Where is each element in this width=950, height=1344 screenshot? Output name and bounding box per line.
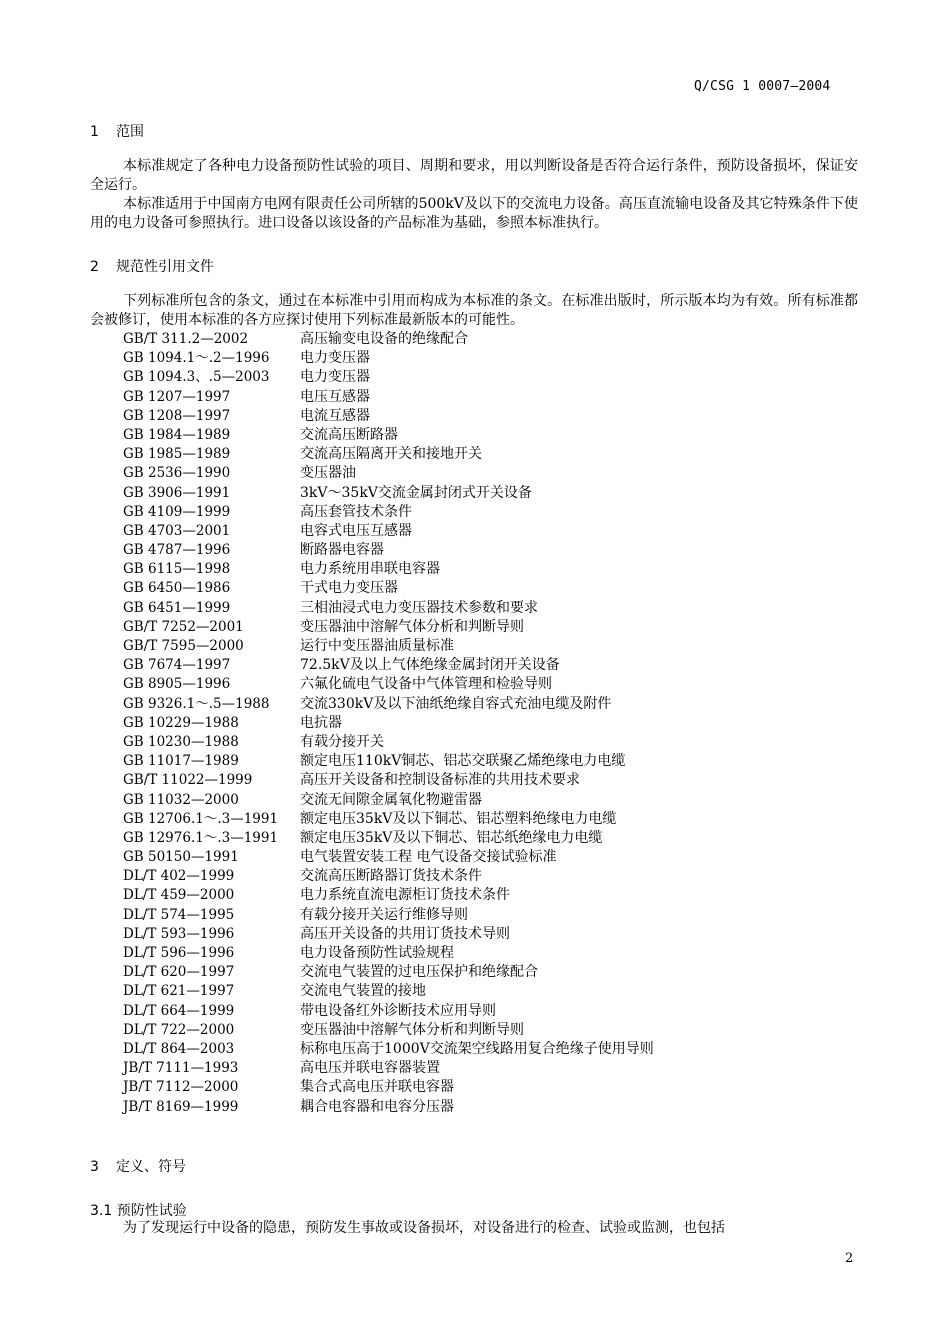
reference-code: GB 4787—1996 — [123, 542, 231, 559]
reference-title: 电抗器 — [300, 714, 342, 731]
reference-code: GB 6115—1998 — [123, 561, 231, 578]
reference-title: 电压互感器 — [300, 388, 370, 405]
reference-title: 高压输变电设备的绝缘配合 — [300, 331, 468, 347]
reference-code: GB 1984—1989 — [123, 426, 231, 443]
reference-title: 带电设备红外诊断技术应用导则 — [300, 1002, 496, 1019]
reference-title: 六氟化硫电气设备中气体管理和检验导则 — [300, 676, 552, 693]
reference-code: GB/T 11022—1999 — [123, 772, 253, 789]
reference-title: 72.5kV及以上气体绝缘金属封闭开关设备 — [300, 657, 560, 674]
reference-title: 电力变压器 — [300, 350, 370, 367]
subsection-title: 预防性试验 — [116, 1203, 187, 1219]
reference-title: 交流330kV及以下油纸绝缘自容式充油电缆及附件 — [300, 695, 612, 712]
reference-code: GB 11032—2000 — [123, 791, 239, 808]
reference-code: GB 1207—1997 — [123, 388, 231, 405]
reference-code: DL/T 459—2000 — [123, 887, 235, 904]
reference-code: GB 11017—1989 — [123, 753, 239, 770]
reference-code: GB 4703—2001 — [123, 522, 231, 539]
page-number: 2 — [845, 1251, 854, 1266]
section-number: 2 — [90, 259, 99, 275]
reference-title: 交流无间隙金属氧化物避雷器 — [300, 791, 482, 808]
section-1-paragraph-1: 本标准规定了各种电力设备预防性试验的项目、周期和要求，用以判断设备是否符合运行条件，预防设备损坏，保证安全运行。 — [90, 158, 858, 193]
section-number: 1 — [90, 124, 99, 140]
reference-title: 电气装置安装工程 电气设备交接试验标准 — [300, 849, 557, 866]
reference-code: JB/T 7111—1993 — [123, 1060, 239, 1077]
reference-title: 高压开关设备和控制设备标准的共用技术要求 — [300, 772, 580, 789]
reference-code: GB 9326.1～.5—1988 — [123, 695, 270, 712]
reference-title: 电力设备预防性试验规程 — [300, 945, 454, 961]
reference-title: 耦合电容器和电容分压器 — [300, 1098, 454, 1115]
reference-code: DL/T 593—1996 — [123, 925, 235, 942]
reference-title: 三相油浸式电力变压器技术参数和要求 — [300, 599, 538, 616]
reference-code: GB/T 311.2—2002 — [123, 331, 249, 347]
reference-code: GB/T 7252—2001 — [123, 618, 244, 635]
reference-title: 有载分接开关运行维修导则 — [300, 906, 468, 923]
subsection-3-1-text: 为了发现运行中设备的隐患，预防发生事故或设备损坏，对设备进行的检查、试验或监测，也包括 — [123, 1220, 725, 1236]
reference-code: GB 12706.1～.3—1991 — [123, 810, 279, 827]
reference-code: DL/T 722—2000 — [123, 1021, 235, 1038]
subsection-number: 3.1 — [90, 1203, 113, 1219]
subsection-3-1-heading — [90, 1200, 187, 1220]
reference-code: GB 10230—1988 — [123, 733, 239, 750]
section-title: 定义、符号 — [116, 1159, 186, 1175]
reference-title: 高压套管技术条件 — [300, 503, 412, 520]
reference-title: 干式电力变压器 — [300, 580, 398, 597]
reference-title: 电力变压器 — [300, 369, 370, 386]
reference-code: DL/T 620—1997 — [123, 964, 235, 981]
reference-title: 交流电气装置的接地 — [300, 983, 426, 1000]
document-code: Q/CSG 1 0007—2004 — [694, 79, 831, 94]
reference-title: 3kV～35kV交流金属封闭式开关设备 — [300, 484, 532, 501]
reference-code: JB/T 8169—1999 — [123, 1098, 239, 1115]
reference-title: 交流高压断路器 — [300, 426, 398, 443]
reference-code: GB 1208—1997 — [123, 407, 231, 424]
reference-code: GB 6450—1986 — [123, 580, 231, 597]
reference-title: 额定电压35kV及以下铜芯、铝芯纸绝缘电力电缆 — [300, 829, 603, 846]
reference-title: 交流高压断路器订货技术条件 — [300, 868, 482, 885]
reference-title: 电力系统直流电源柜订货技术条件 — [300, 887, 510, 904]
reference-title: 变压器油 — [300, 465, 356, 482]
reference-code: GB 50150—1991 — [123, 849, 239, 866]
reference-code: DL/T 664—1999 — [123, 1002, 235, 1019]
reference-title: 电流互感器 — [300, 407, 370, 424]
section-2-heading — [90, 256, 214, 276]
section-number: 3 — [90, 1159, 99, 1175]
reference-code: GB 12976.1～.3—1991 — [123, 829, 279, 846]
reference-title: 运行中变压器油质量标准 — [300, 638, 454, 654]
reference-code: GB 1094.1～.2—1996 — [123, 350, 270, 367]
reference-code: DL/T 402—1999 — [123, 868, 235, 885]
reference-code: GB 6451—1999 — [123, 599, 231, 616]
reference-code: DL/T 864—2003 — [123, 1040, 235, 1057]
reference-code: JB/T 7112—2000 — [123, 1079, 239, 1096]
reference-title: 断路器电容器 — [300, 542, 384, 559]
reference-code: DL/T 596—1996 — [123, 945, 235, 961]
reference-title: 高电压并联电容器装置 — [300, 1060, 440, 1077]
reference-title: 电容式电压互感器 — [300, 522, 412, 539]
section-1-paragraph-2: 本标准适用于中国南方电网有限责任公司所辖的500kV及以下的交流电力设备。高压直流输电设备及其它特殊条件下使用的电力设备可参照执行。进口设备以该设备的产品标准为基础，参照本标准执行。 — [90, 196, 858, 231]
section-1-heading — [90, 121, 144, 141]
reference-code: GB 4109—1999 — [123, 503, 231, 520]
reference-code: GB 7674—1997 — [123, 657, 231, 674]
section-title: 范围 — [116, 124, 144, 140]
reference-title: 有载分接开关 — [300, 733, 384, 750]
reference-code: GB/T 7595—2000 — [123, 638, 244, 654]
reference-title: 电力系统用串联电容器 — [300, 561, 440, 578]
reference-title: 集合式高电压并联电容器 — [300, 1079, 454, 1096]
reference-title: 交流电气装置的过电压保护和绝缘配合 — [300, 964, 538, 981]
reference-code: GB 3906—1991 — [123, 484, 231, 501]
reference-code: GB 8905—1996 — [123, 676, 231, 693]
reference-title: 高压开关设备的共用订货技术导则 — [300, 925, 510, 942]
reference-code: GB 1094.3、.5—2003 — [123, 369, 270, 386]
reference-title: 额定电压110kV铜芯、铝芯交联聚乙烯绝缘电力电缆 — [300, 753, 626, 770]
section-3-heading — [90, 1156, 186, 1176]
section-2-intro: 下列标准所包含的条文，通过在本标准中引用而构成为本标准的条文。在标准出版时，所示版本均为有效。所有标准都会被修订，使用本标准的各方应探讨使用下列标准最新版本的可能性。 — [90, 293, 858, 328]
reference-code: GB 1985—1989 — [123, 446, 231, 463]
reference-title: 变压器油中溶解气体分析和判断导则 — [300, 618, 524, 635]
reference-title: 变压器油中溶解气体分析和判断导则 — [300, 1021, 524, 1038]
reference-title: 交流高压隔离开关和接地开关 — [300, 446, 482, 463]
section-title: 规范性引用文件 — [116, 259, 214, 275]
reference-code: GB 10229—1988 — [123, 714, 239, 731]
reference-code: GB 2536—1990 — [123, 465, 231, 482]
reference-code: DL/T 621—1997 — [123, 983, 235, 1000]
reference-title: 标称电压高于1000V交流架空线路用复合绝缘子使用导则 — [300, 1040, 654, 1057]
reference-title: 额定电压35kV及以下铜芯、铝芯塑料绝缘电力电缆 — [300, 810, 617, 827]
reference-code: DL/T 574—1995 — [123, 906, 235, 923]
